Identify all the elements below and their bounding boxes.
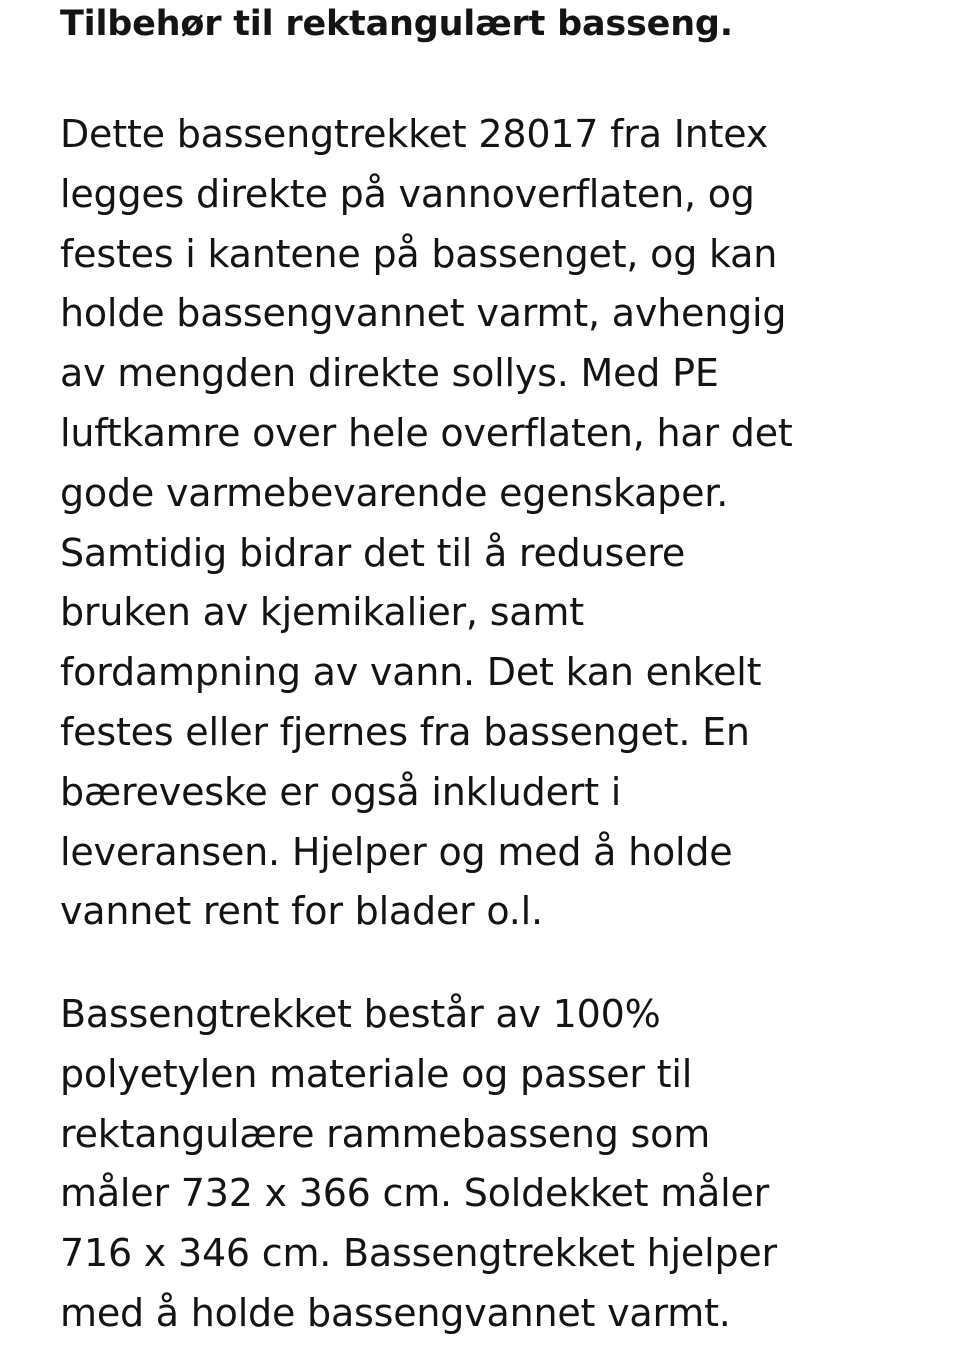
paragraph-line: vannet rent for blader o.l. — [60, 889, 543, 934]
description-paragraph-1 — [60, 105, 793, 942]
paragraph-line: rektangulære rammebasseng som — [60, 1111, 711, 1156]
description-heading: Tilbehør til rektangulært basseng. — [60, 4, 733, 44]
paragraph-line: med å holde bassengvannet varmt. — [60, 1290, 731, 1335]
description-paragraph-2 — [60, 985, 777, 1344]
paragraph-line: festes i kantene på bassenget, og kan — [60, 231, 778, 276]
paragraph-line: 716 x 346 cm. Bassengtrekket hjelper — [60, 1231, 777, 1276]
paragraph-line: Dette bassengtrekket 28017 fra Intex — [60, 112, 769, 156]
paragraph-line: Samtidig bidrar det til å redusere — [60, 530, 686, 575]
paragraph-line: måler 732 x 366 cm. Soldekket måler — [60, 1171, 770, 1216]
paragraph-line: luftkamre over hele overflaten, har det — [60, 410, 793, 455]
paragraph-line: holde bassengvannet varmt, avhengig — [60, 291, 787, 336]
paragraph-line: gode varmebevarende egenskaper. — [60, 470, 729, 515]
paragraph-line: Bassengtrekket består av 100% — [60, 992, 661, 1036]
paragraph-line: leveransen. Hjelper og med å holde — [60, 829, 733, 874]
paragraph-line: av mengden direkte sollys. Med PE — [60, 351, 719, 396]
paragraph-line: festes eller fjernes fra bassenget. En — [60, 709, 750, 754]
paragraph-line: bruken av kjemikalier, samt — [60, 590, 584, 635]
paragraph-line: bæreveske er også inkludert i — [60, 769, 622, 814]
paragraph-line: polyetylen materiale og passer til — [60, 1051, 693, 1096]
paragraph-line: fordampning av vann. Det kan enkelt — [60, 650, 762, 695]
paragraph-line: legges direkte på vannoverflaten, og — [60, 171, 755, 216]
